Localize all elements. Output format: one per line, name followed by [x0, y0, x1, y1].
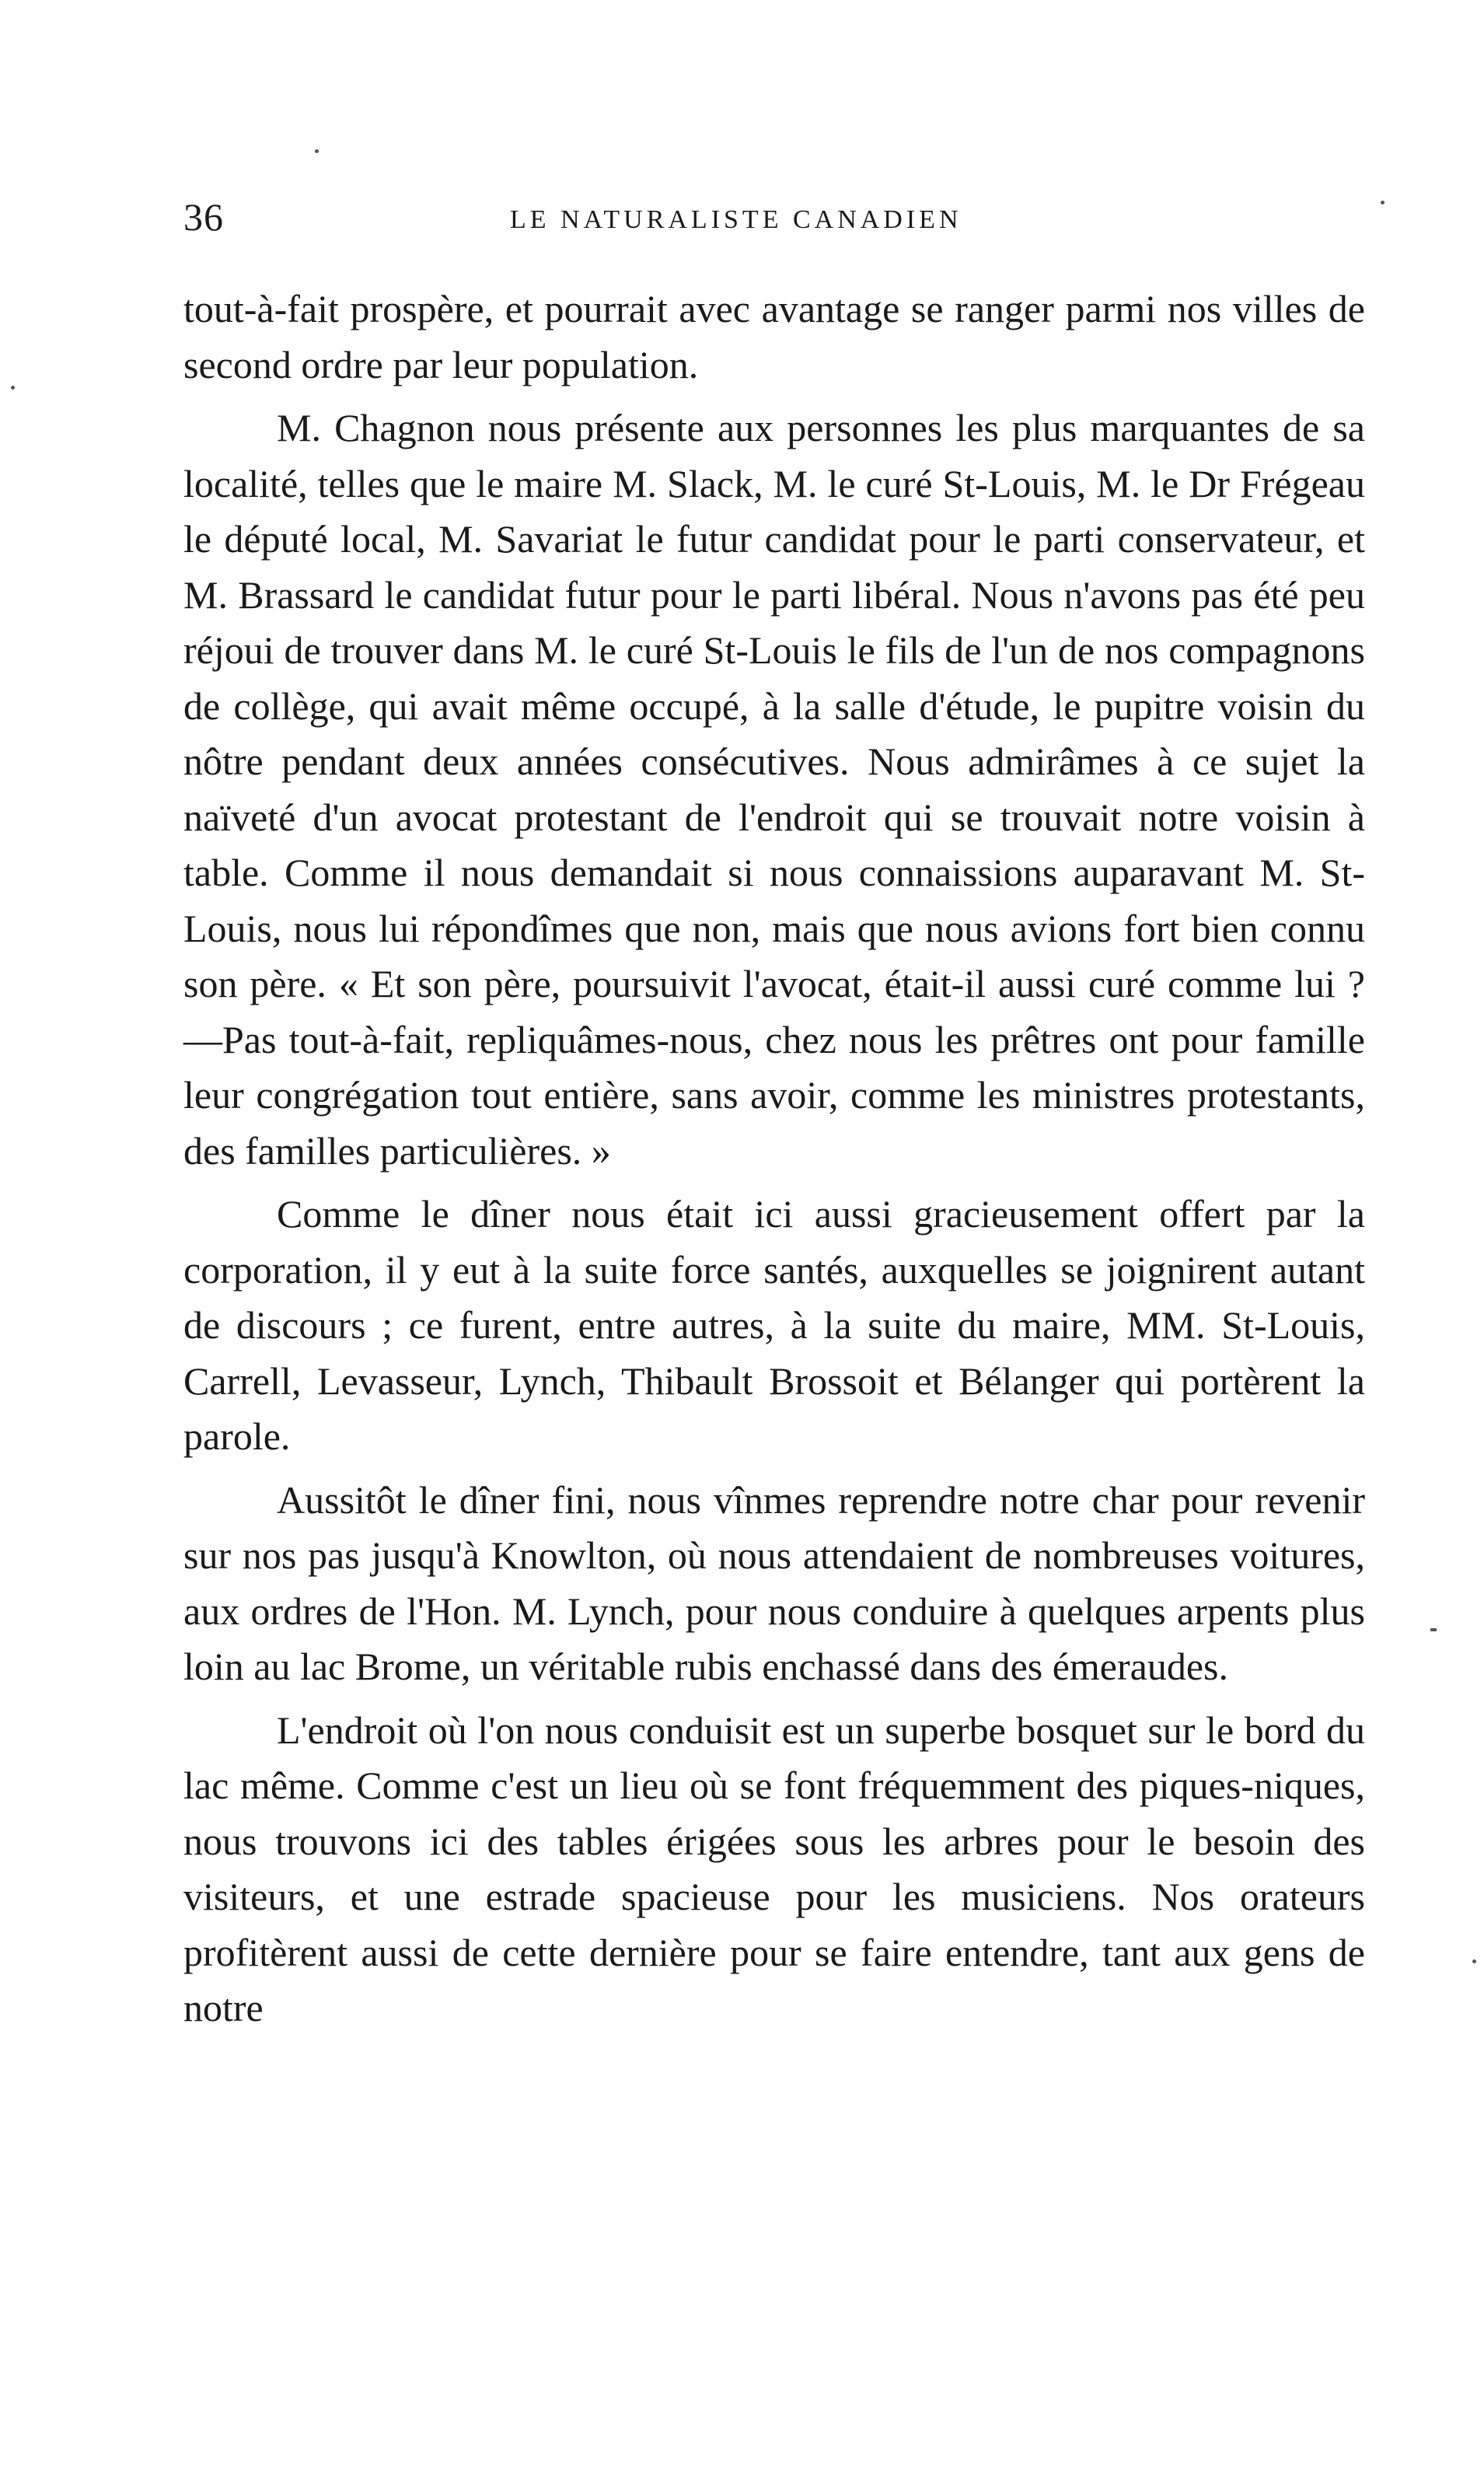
scan-speck	[315, 149, 319, 153]
paragraph-1: tout-à-fait prospère, et pourrait avec avantage se ranger parmi nos villes de second ordre par leur population.	[183, 287, 1365, 386]
scan-speck	[1381, 201, 1384, 205]
running-head: LE NATURALISTE CANADIEN	[510, 205, 962, 234]
scan-speck	[1430, 1628, 1437, 1631]
scan-speck	[1472, 1959, 1476, 1963]
paragraph-5: L'endroit où l'on nous conduisit est un superbe bosquet sur le bord du lac même. Comme c'est un lieu où se font fréquemment des piques-niques, nous trouvons ici des tables érigées sous les arbres pour le besoin des visiteurs, et une estrade spacieuse pour les musiciens. Nos orateurs profitèrent aussi de cette dernière pour se faire entendre, tant aux gens de notre	[183, 1708, 1365, 2029]
page-number: 36	[183, 195, 224, 239]
page-header	[183, 194, 1365, 241]
body-text	[183, 281, 1365, 2044]
scan-speck	[11, 386, 15, 390]
paragraph-3: Comme le dîner nous était ici aussi gracieusement offert par la corporation, il y eut à la suite force santés, auxquelles se joignirent autant de discours ; ce furent, entre autres, à la suite du maire, MM. St-Louis, Carrell, Levasseur, Lynch, Thibault Brossoit et Bélanger qui portèrent la parole.	[183, 1192, 1365, 1458]
paragraph-2: M. Chagnon nous présente aux personnes les plus marquantes de sa localité, telles que le maire M. Slack, M. le curé St-Louis, M. le Dr Frégeau le député local, M. Savariat le futur candidat pour le parti conservateur, et M. Brassard le candidat futur pour le parti libéral. Nous n'avons pas été peu réjoui de trouver dans M. le curé St-Louis le fils de l'un de nos compagnons de collège, qui avait même occupé, à la salle d'étude, le pupitre voisin du nôtre pendant deux années consécutives. Nous admirâmes à ce sujet la naïveté d'un avocat protestant de l'endroit qui se trouvait notre voisin à table. Comme il nous demandait si nous connaissions auparavant M. St-Louis, nous lui répondîmes que non, mais que nous avions fort bien connu son père. « Et son père, poursuivit l'avocat, était-il aussi curé comme lui ?—Pas tout-à-fait, repliquâmes-nous, chez nous les prêtres ont pour famille leur congrégation tout entière, sans avoir, comme les ministres protestants, des familles particulières. »	[183, 406, 1365, 1173]
paragraph-4: Aussitôt le dîner fini, nous vînmes reprendre notre char pour revenir sur nos pas jusqu'à Knowlton, où nous attendaient de nombreuses voitures, aux ordres de l'Hon. M. Lynch, pour nous conduire à quelques arpents plus loin au lac Brome, un véritable rubis enchassé dans des émeraudes.	[183, 1477, 1365, 1688]
